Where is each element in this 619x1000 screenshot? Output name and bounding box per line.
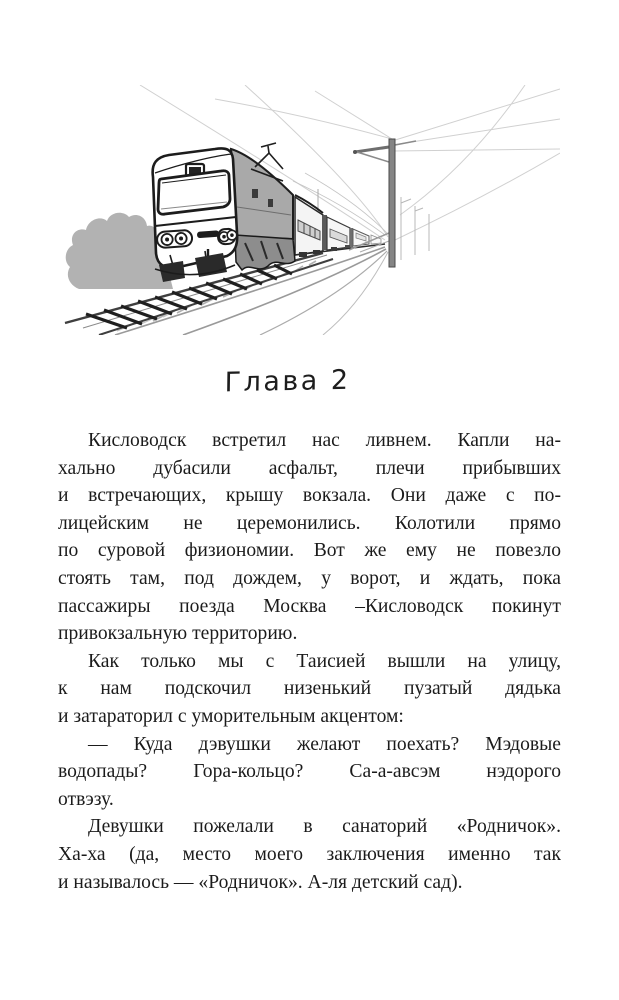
text-line: лицейским не церемонились. Колотили прямо [58, 512, 561, 534]
text-line: Девушки пожелали в санаторий «Родничок». [88, 816, 561, 838]
text-line: и затараторил с уморительным акцентом: [58, 705, 404, 727]
train-illustration [55, 85, 560, 335]
text-line: — Куда дэвушки желают поехать? Мэдовые [88, 733, 561, 755]
text-line: хально дубасили асфальт, плечи прибывших [58, 457, 561, 479]
text-line: водопады? Гора-кольцо? Са-а-авсэм нэдорого [58, 761, 561, 783]
train-illustration-svg [55, 85, 560, 335]
text-line: пассажиры поезда Москва –Кисловодск покинут [58, 595, 561, 617]
text-line: Как только мы с Таисией вышли на улицу, [88, 650, 561, 672]
text-line: отвэзу. [58, 788, 114, 810]
text-line: Ха-ха (да, место моего заключения именно так [58, 843, 561, 865]
text-line: и встречающих, крышу вокзала. Они даже с по- [58, 485, 561, 507]
text-line: к нам подскочил низенький пузатый дядька [58, 678, 561, 700]
body-text [58, 427, 561, 896]
text-line: Кисловодск встретил нас ливнем. Капли на- [88, 430, 561, 451]
text-line: и называлось — «Родничок». А-ля детский сад). [58, 871, 463, 893]
chapter-title: Глава 2 [224, 364, 351, 399]
text-line: по суровой физиономии. Вот же ему не повезло [58, 540, 561, 562]
train-front [153, 143, 295, 282]
text-line: стоять там, под дождем, у ворот, и ждать, пока [58, 567, 561, 589]
text-line: привокзальную территорию. [58, 623, 298, 645]
